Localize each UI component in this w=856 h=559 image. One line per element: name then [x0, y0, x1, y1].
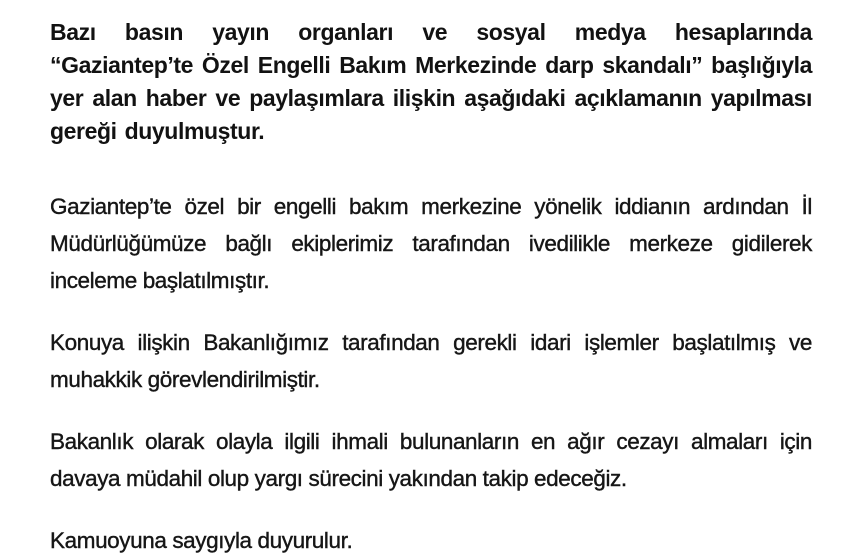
statement-paragraph-inspection: Gaziantep’te özel bir engelli bakım merkezine yönelik iddianın ardından İl Müdürlüğümüze bağlı ekiplerimiz tarafından ivedilikle merkeze gidilerek inceleme başlatılmıştır.: [50, 194, 812, 293]
statement-paragraph-administrative-action: Konuya ilişkin Bakanlığımız tarafından gerekli idari işlemler başlatılmış ve muhakkik görevlendirilmiştir.: [50, 330, 812, 392]
statement-paragraph-legal-follow-up: Bakanlık olarak olayla ilgili ihmali bulunanların en ağır cezayı almaları için davaya müdahil olup yargı sürecini yakından takip edeceğiz.: [50, 429, 812, 491]
statement-paragraph-closing: Kamuoyuna saygıyla duyurulur.: [50, 528, 353, 553]
statement-paragraph-intro: Bazı basın yayın organları ve sosyal medya hesaplarında “Gaziantep’te Özel Engelli Bakım Merkezinde darp skandalı” başlığıyla yer alan haber ve paylaşımlara ilişkin aşağıdaki açıklamanın yapılması gereği duyulmuştur.: [50, 19, 812, 144]
